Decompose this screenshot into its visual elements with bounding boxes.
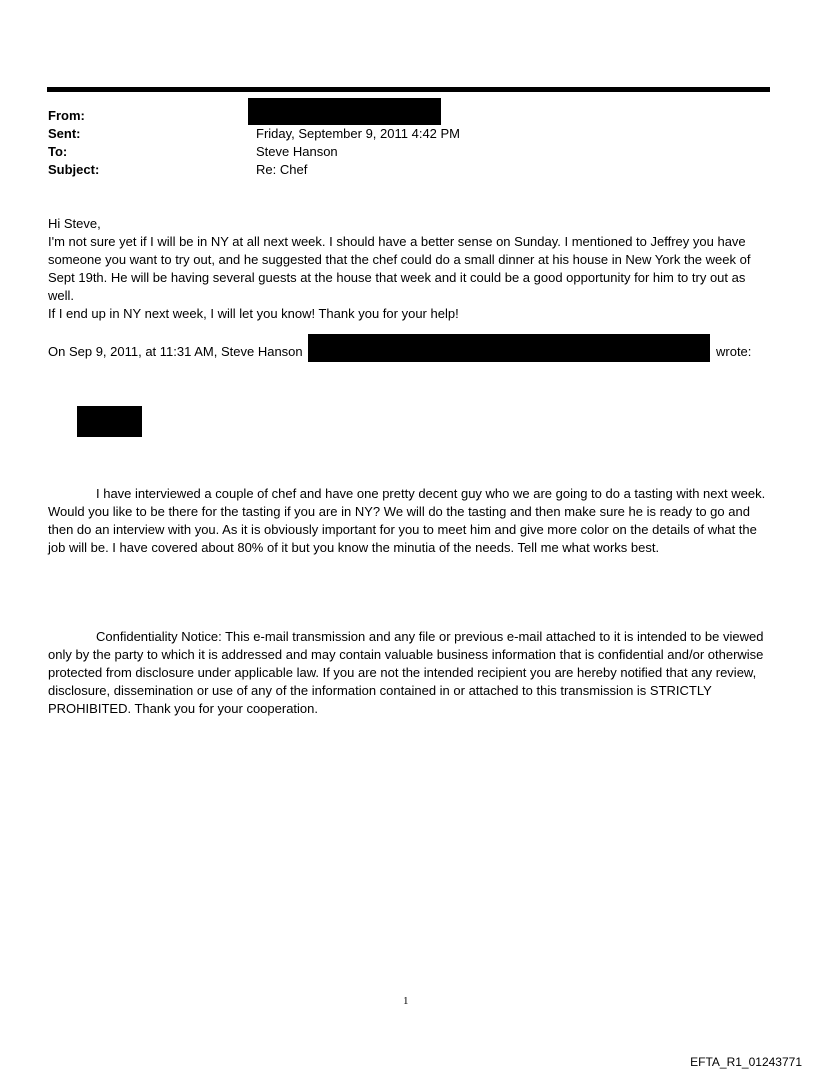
- quoted-body: I have interviewed a couple of chef and have one pretty decent guy who we are going to do a tasting with next week. Would you like to be there for the tasting if you are in NY? We will do the tasting and then make sure he is ready to go and then do an interview with you. As it is obviously important for you to meet him and give more color on the details of what the job will be. I have covered about 80% of it but you know the minutia of the needs. Tell me what works best.: [48, 486, 766, 555]
- redaction-from: [248, 98, 441, 125]
- header-rule: [47, 87, 770, 92]
- sent-value: Friday, September 9, 2011 4:42 PM: [256, 126, 461, 141]
- reply-closing: If I end up in NY next week, I will let you know! Thank you for your help!: [48, 306, 459, 321]
- quote-intro-suffix: wrote:: [716, 344, 752, 359]
- subject-value: Re: Chef: [256, 162, 308, 177]
- bates-id: EFTA_R1_01243771: [690, 1055, 802, 1069]
- sent-label: Sent:: [48, 126, 81, 141]
- reply-paragraph: I'm not sure yet if I will be in NY at all next week. I should have a better sense on Sunday. I mentioned to Jeffrey you have someone you want to try out, and he suggested that the chef could do a small dinner at his house in New York the week of Sept 19th. He will be having several guests at the house that week and it could be a good opportunity for him to try out as well.: [48, 234, 751, 303]
- subject-label: Subject:: [48, 162, 100, 177]
- redaction-email: [308, 334, 710, 362]
- quote-intro-prefix: On Sep 9, 2011, at 11:31 AM, Steve Hanson: [48, 344, 303, 359]
- page-number: 1: [403, 995, 409, 1007]
- from-label: From:: [48, 108, 85, 123]
- to-value: Steve Hanson: [256, 144, 338, 159]
- redaction-block: [77, 406, 142, 437]
- confidentiality-notice: Confidentiality Notice: This e-mail transmission and any file or previous e-mail attached to it is intended to be viewed only by the party to which it is addressed and may contain valuable business information that is confidential and/or otherwise protected from disclosure under applicable law. If you are not the intended recipient you are hereby notified that any review, disclosure, dissemination or use of any of the information contained in or attached to this transmission is STRICTLY PROHIBITED. Thank you for your cooperation.: [48, 629, 764, 716]
- greeting: Hi Steve,: [48, 216, 101, 231]
- to-label: To:: [48, 144, 68, 159]
